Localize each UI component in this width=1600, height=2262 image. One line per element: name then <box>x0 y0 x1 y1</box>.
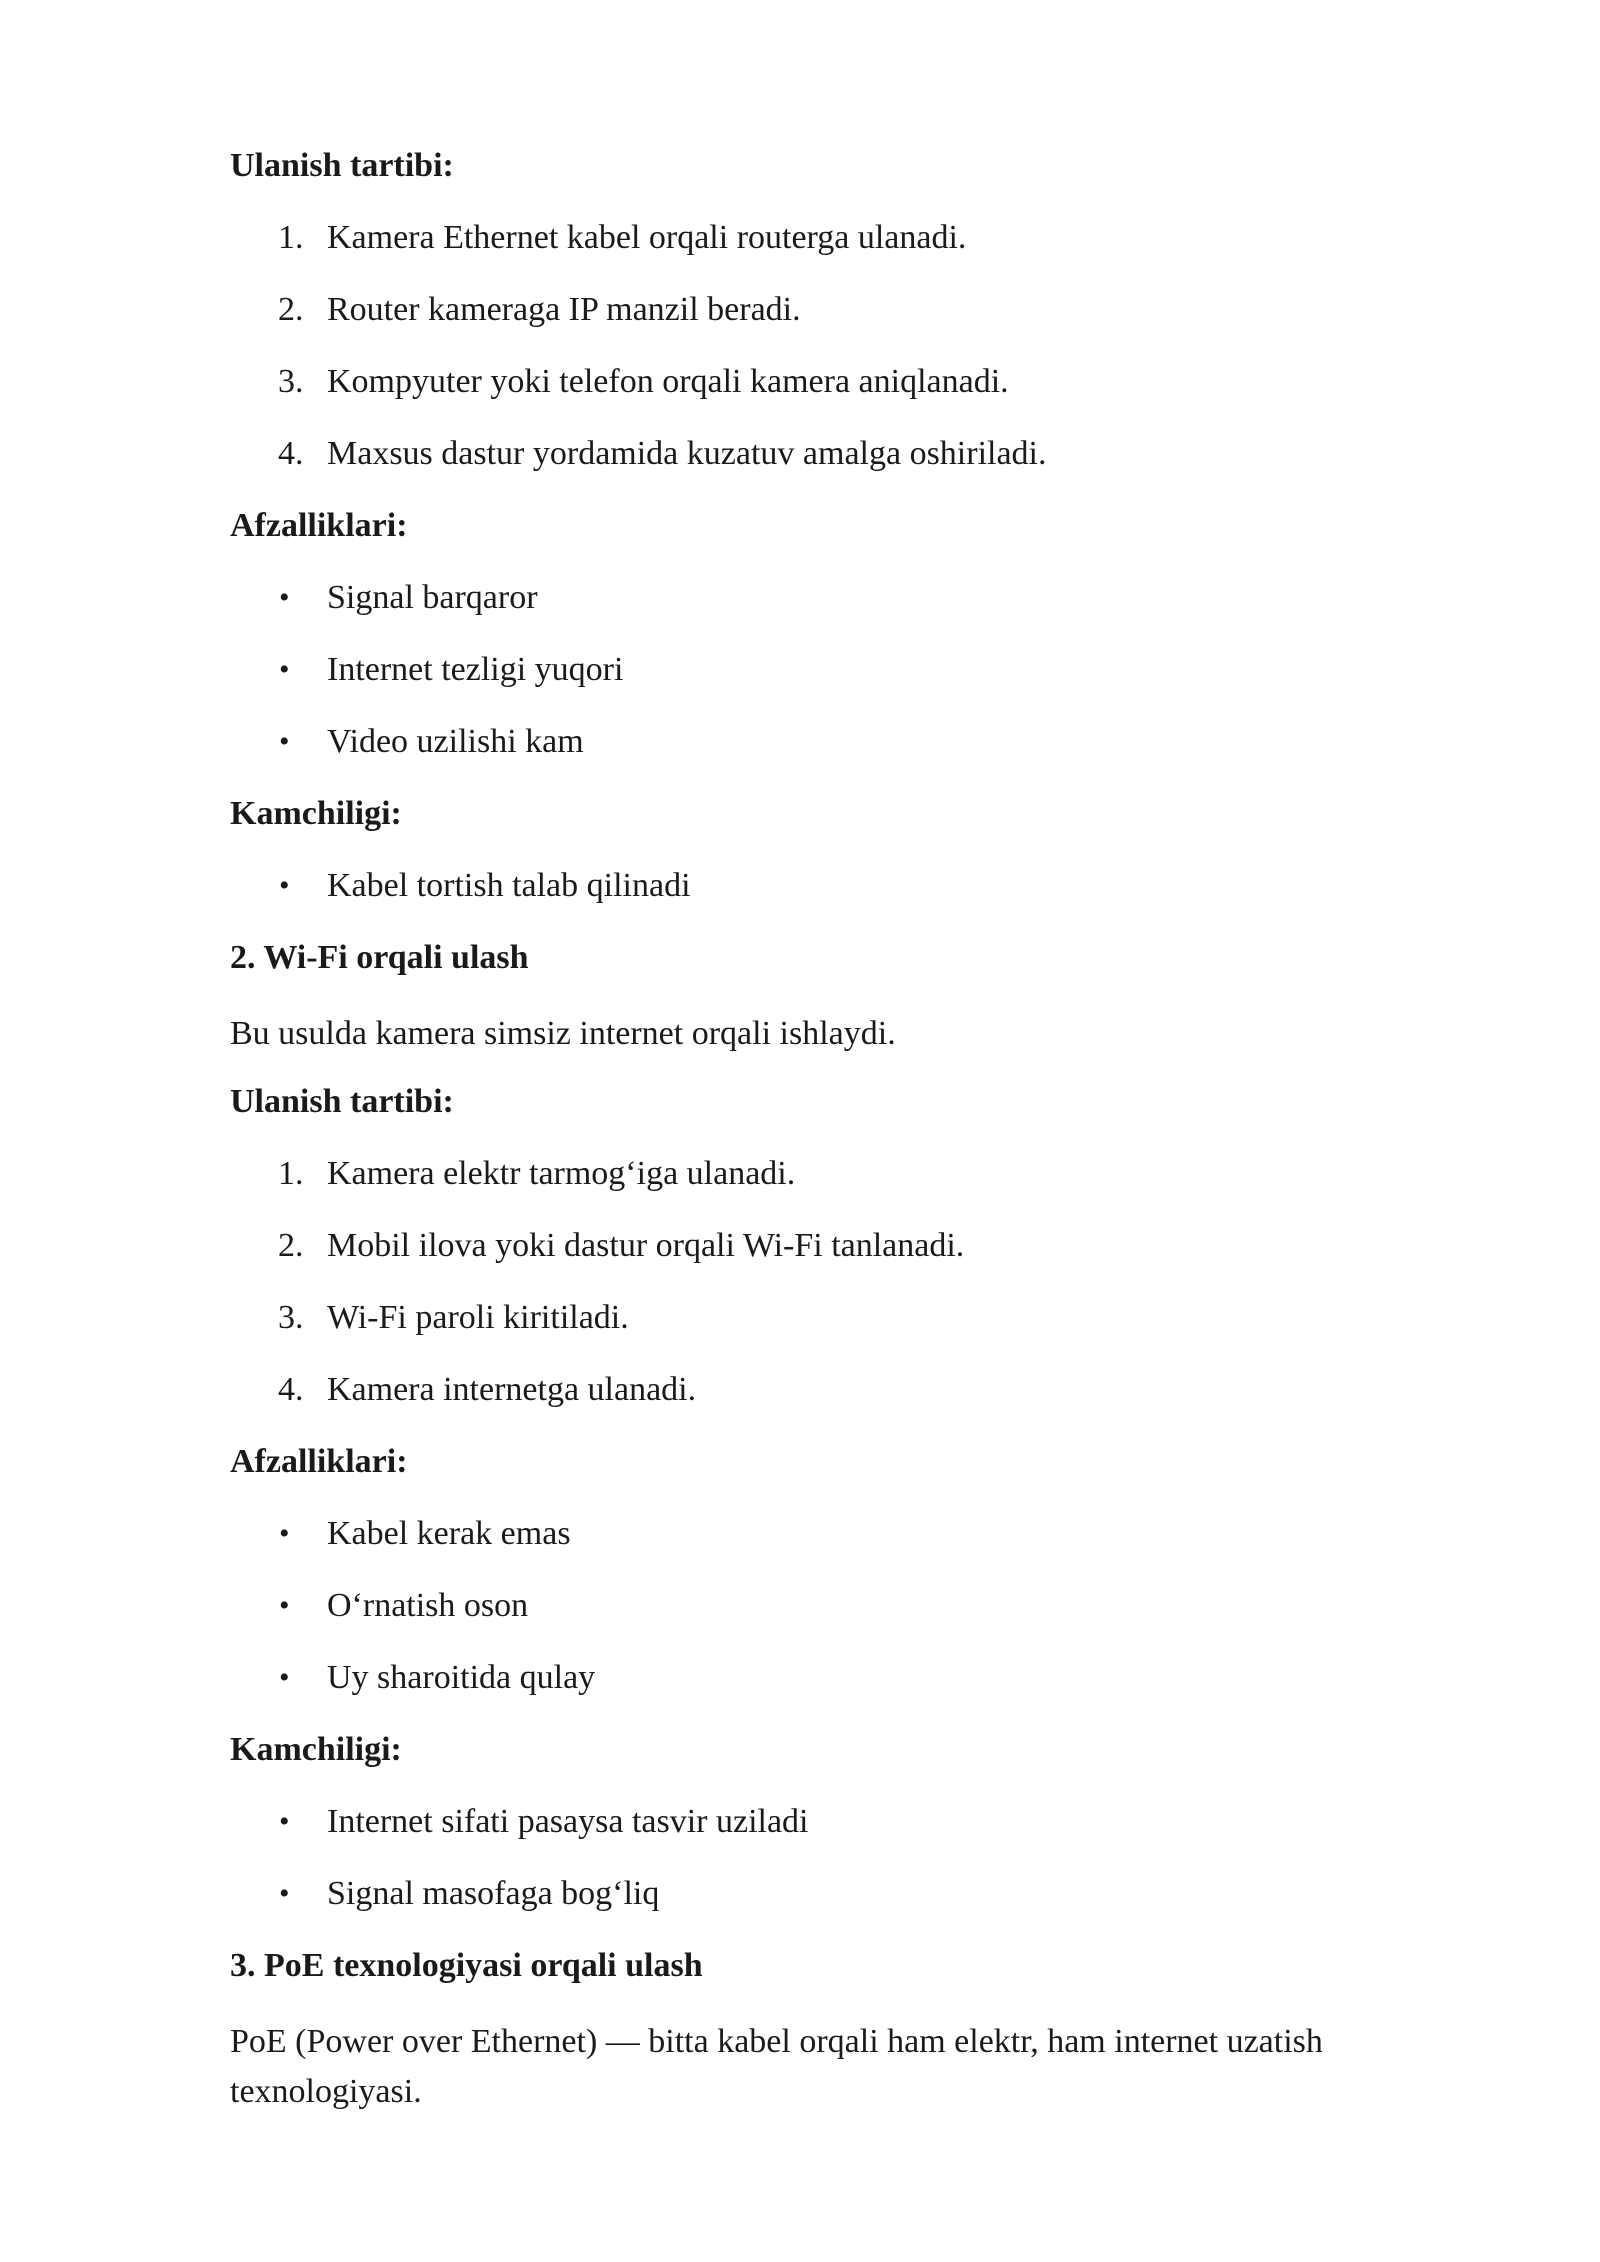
steps-heading: Ulanish tartibi: <box>230 147 454 184</box>
list-number: 1. <box>278 219 304 256</box>
section-title: 2. Wi-Fi orqali ulash <box>230 939 529 976</box>
list-item <box>230 577 1470 619</box>
list-item <box>230 1513 1470 1555</box>
section-intro: PoE (Power over Ethernet) — bitta kabel orqali ham elektr, ham internet uzatish texnologiyasi. <box>230 2023 1323 2110</box>
list-item-text: Kamera Ethernet kabel orqali routerga ulanadi. <box>327 219 967 256</box>
cons-list <box>230 1801 1470 1915</box>
pros-heading: Afzalliklari: <box>230 507 408 544</box>
list-item <box>230 865 1470 907</box>
steps-heading: Ulanish tartibi: <box>230 1083 454 1120</box>
list-item <box>230 1153 1470 1195</box>
list-item-text: Video uzilishi kam <box>327 723 584 760</box>
section-title: 3. PoE texnologiyasi orqali ulash <box>230 1947 703 1984</box>
bullet-icon: • <box>279 1517 290 1550</box>
bullet-icon: • <box>279 725 290 758</box>
list-item <box>230 361 1470 403</box>
list-item <box>230 1297 1470 1339</box>
list-item-text: Wi-Fi paroli kiritiladi. <box>327 1299 629 1336</box>
list-item-text: Kamera internetga ulanadi. <box>327 1371 697 1408</box>
list-item-text: Kompyuter yoki telefon orqali kamera aniqlanadi. <box>327 363 1009 400</box>
bullet-icon: • <box>279 1805 290 1838</box>
bullet-icon: • <box>279 1661 290 1694</box>
list-number: 3. <box>278 1299 304 1336</box>
cons-heading: Kamchiligi: <box>230 1731 402 1768</box>
bullet-icon: • <box>279 1589 290 1622</box>
bullet-icon: • <box>279 581 290 614</box>
list-item-text: Internet tezligi yuqori <box>327 651 624 688</box>
steps-list <box>230 1153 1470 1411</box>
list-item-text: Kamera elektr tarmog‘iga ulanadi. <box>327 1155 796 1192</box>
list-number: 2. <box>278 291 304 328</box>
list-item-text: O‘rnatish oson <box>327 1587 529 1624</box>
document-page <box>230 145 1470 2117</box>
list-item <box>230 1657 1470 1699</box>
pros-list <box>230 577 1470 763</box>
list-item-text: Kabel kerak emas <box>327 1515 571 1552</box>
list-item <box>230 1873 1470 1915</box>
pros-list <box>230 1513 1470 1699</box>
list-item <box>230 1585 1470 1627</box>
list-item-text: Router kameraga IP manzil beradi. <box>327 291 801 328</box>
list-item-text: Mobil ilova yoki dastur orqali Wi-Fi tanlanadi. <box>327 1227 965 1264</box>
list-item-text: Signal masofaga bog‘liq <box>327 1875 660 1912</box>
list-item <box>230 217 1470 259</box>
list-item <box>230 1801 1470 1843</box>
bullet-icon: • <box>279 1877 290 1910</box>
list-item-text: Signal barqaror <box>327 579 538 616</box>
list-item <box>230 649 1470 691</box>
cons-heading: Kamchiligi: <box>230 795 402 832</box>
list-number: 4. <box>278 435 304 472</box>
list-item <box>230 1225 1470 1267</box>
list-item-text: Maxsus dastur yordamida kuzatuv amalga oshiriladi. <box>327 435 1047 472</box>
list-item <box>230 433 1470 475</box>
list-number: 4. <box>278 1371 304 1408</box>
list-item-text: Internet sifati pasaysa tasvir uziladi <box>327 1803 809 1840</box>
cons-list <box>230 865 1470 907</box>
pros-heading: Afzalliklari: <box>230 1443 408 1480</box>
list-item-text: Uy sharoitida qulay <box>327 1659 596 1696</box>
list-number: 3. <box>278 363 304 400</box>
list-item <box>230 289 1470 331</box>
steps-list <box>230 217 1470 475</box>
list-item <box>230 1369 1470 1411</box>
bullet-icon: • <box>279 869 290 902</box>
list-number: 1. <box>278 1155 304 1192</box>
list-number: 2. <box>278 1227 304 1264</box>
list-item <box>230 721 1470 763</box>
bullet-icon: • <box>279 653 290 686</box>
list-item-text: Kabel tortish talab qilinadi <box>327 867 691 904</box>
section-intro: Bu usulda kamera simsiz internet orqali ishlaydi. <box>230 1015 896 1052</box>
